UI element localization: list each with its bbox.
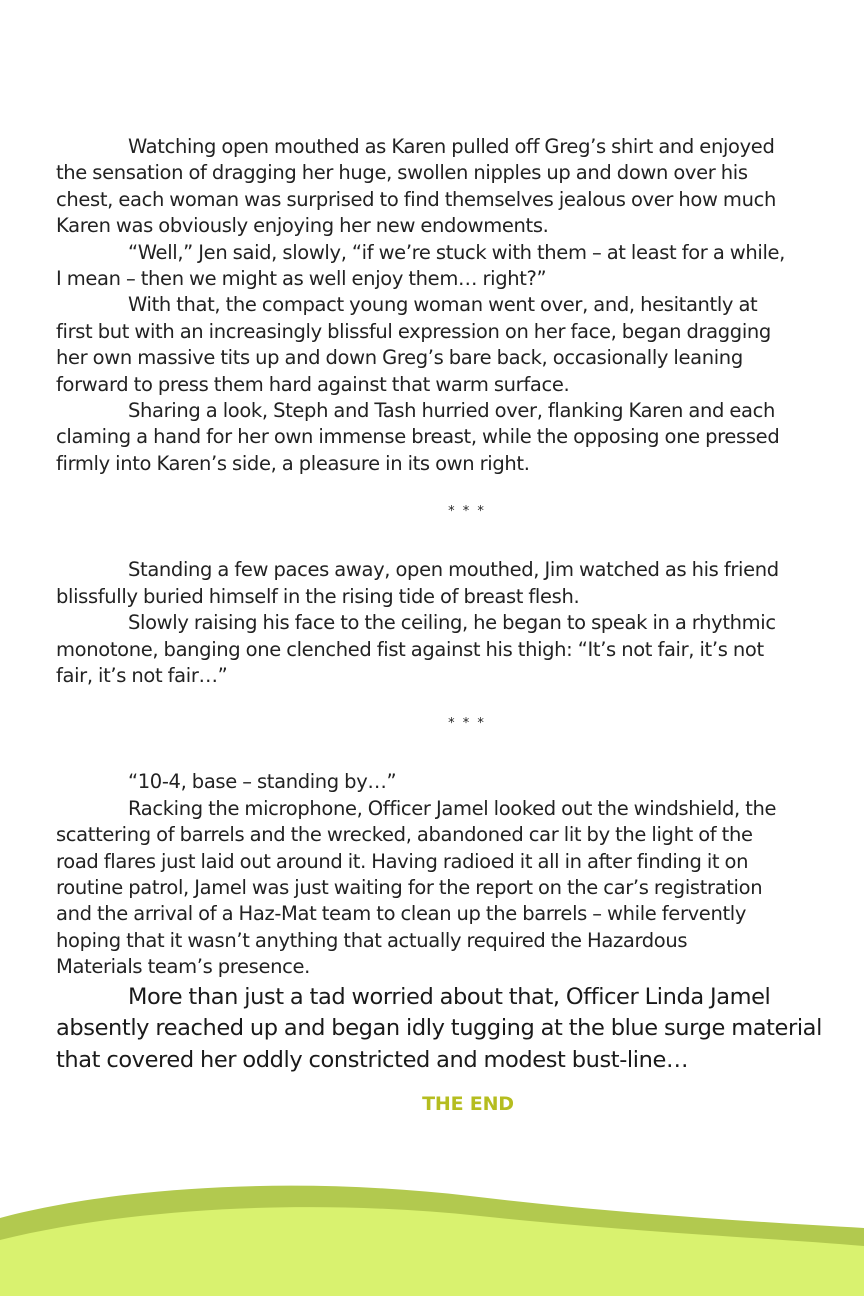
text-line: fair, it’s not fair…” [56, 663, 228, 687]
section-1 [56, 134, 808, 477]
text-line: her own massive tits up and down Greg’s bare back, occasionally leaning [56, 346, 743, 370]
text-line: monotone, banging one clenched fist against his thigh: “It’s not fair, it’s not [56, 637, 764, 661]
text-line: Sharing a look, Steph and Tash hurried over, flanking Karen and each [128, 399, 776, 423]
text-line: blissfully buried himself in the rising tide of breast flesh. [56, 584, 580, 608]
text-line: road flares just laid out around it. Having radioed it all in after finding it on [56, 849, 749, 873]
text-line: “Well,” Jen said, slowly, “if we’re stuck with them – at least for a while, [128, 240, 786, 264]
section-2 [56, 557, 808, 689]
text-line: the sensation of dragging her huge, swollen nipples up and down over his [56, 161, 748, 185]
section-4 [56, 983, 822, 1076]
the-end-label: THE END [422, 1093, 514, 1115]
text-line: With that, the compact young woman went over, and, hesitantly at [128, 293, 758, 317]
text-line: chest, each woman was surprised to find themselves jealous over how much [56, 187, 776, 211]
footer-wave-decoration [0, 1180, 864, 1296]
text-line: Racking the microphone, Officer Jamel looked out the windshield, the [128, 796, 777, 820]
text-line: that covered her oddly constricted and modest bust-line… [56, 1046, 689, 1073]
text-line: scattering of barrels and the wrecked, abandoned car lit by the light of the [56, 823, 753, 847]
text-line: hoping that it wasn’t anything that actually required the Hazardous [56, 928, 688, 952]
text-line: firmly into Karen’s side, a pleasure in its own right. [56, 451, 530, 475]
text-line: and the arrival of a Haz-Mat team to clean up the barrels – while fervently [56, 902, 747, 926]
text-line: absently reached up and began idly tugging at the blue surge material [56, 1015, 822, 1042]
scene-separator-2: * * * [448, 716, 486, 732]
text-line: Watching open mouthed as Karen pulled off Greg’s shirt and enjoyed [128, 135, 775, 158]
text-line: “10-4, base – standing by…” [128, 770, 397, 794]
section-3 [56, 769, 808, 980]
scene-separator-1: * * * [448, 504, 486, 520]
text-line: Standing a few paces away, open mouthed, Jim watched as his friend [128, 558, 779, 582]
text-line: I mean – then we might as well enjoy them… right?” [56, 267, 547, 291]
text-line: More than just a tad worried about that, Officer Linda Jamel [128, 983, 771, 1010]
text-line: forward to press them hard against that warm surface. [56, 372, 570, 396]
page-body [56, 134, 822, 1075]
text-line: first but with an increasingly blissful expression on her face, began dragging [56, 319, 771, 343]
text-line: Materials team’s presence. [56, 955, 311, 979]
text-line: Slowly raising his face to the ceiling, he began to speak in a rhythmic [128, 611, 776, 635]
text-line: Karen was obviously enjoying her new endowments. [56, 214, 549, 238]
text-line: routine patrol, Jamel was just waiting for the report on the car’s registration [56, 875, 763, 899]
text-line: claming a hand for her own immense breast, while the opposing one pressed [56, 425, 780, 449]
